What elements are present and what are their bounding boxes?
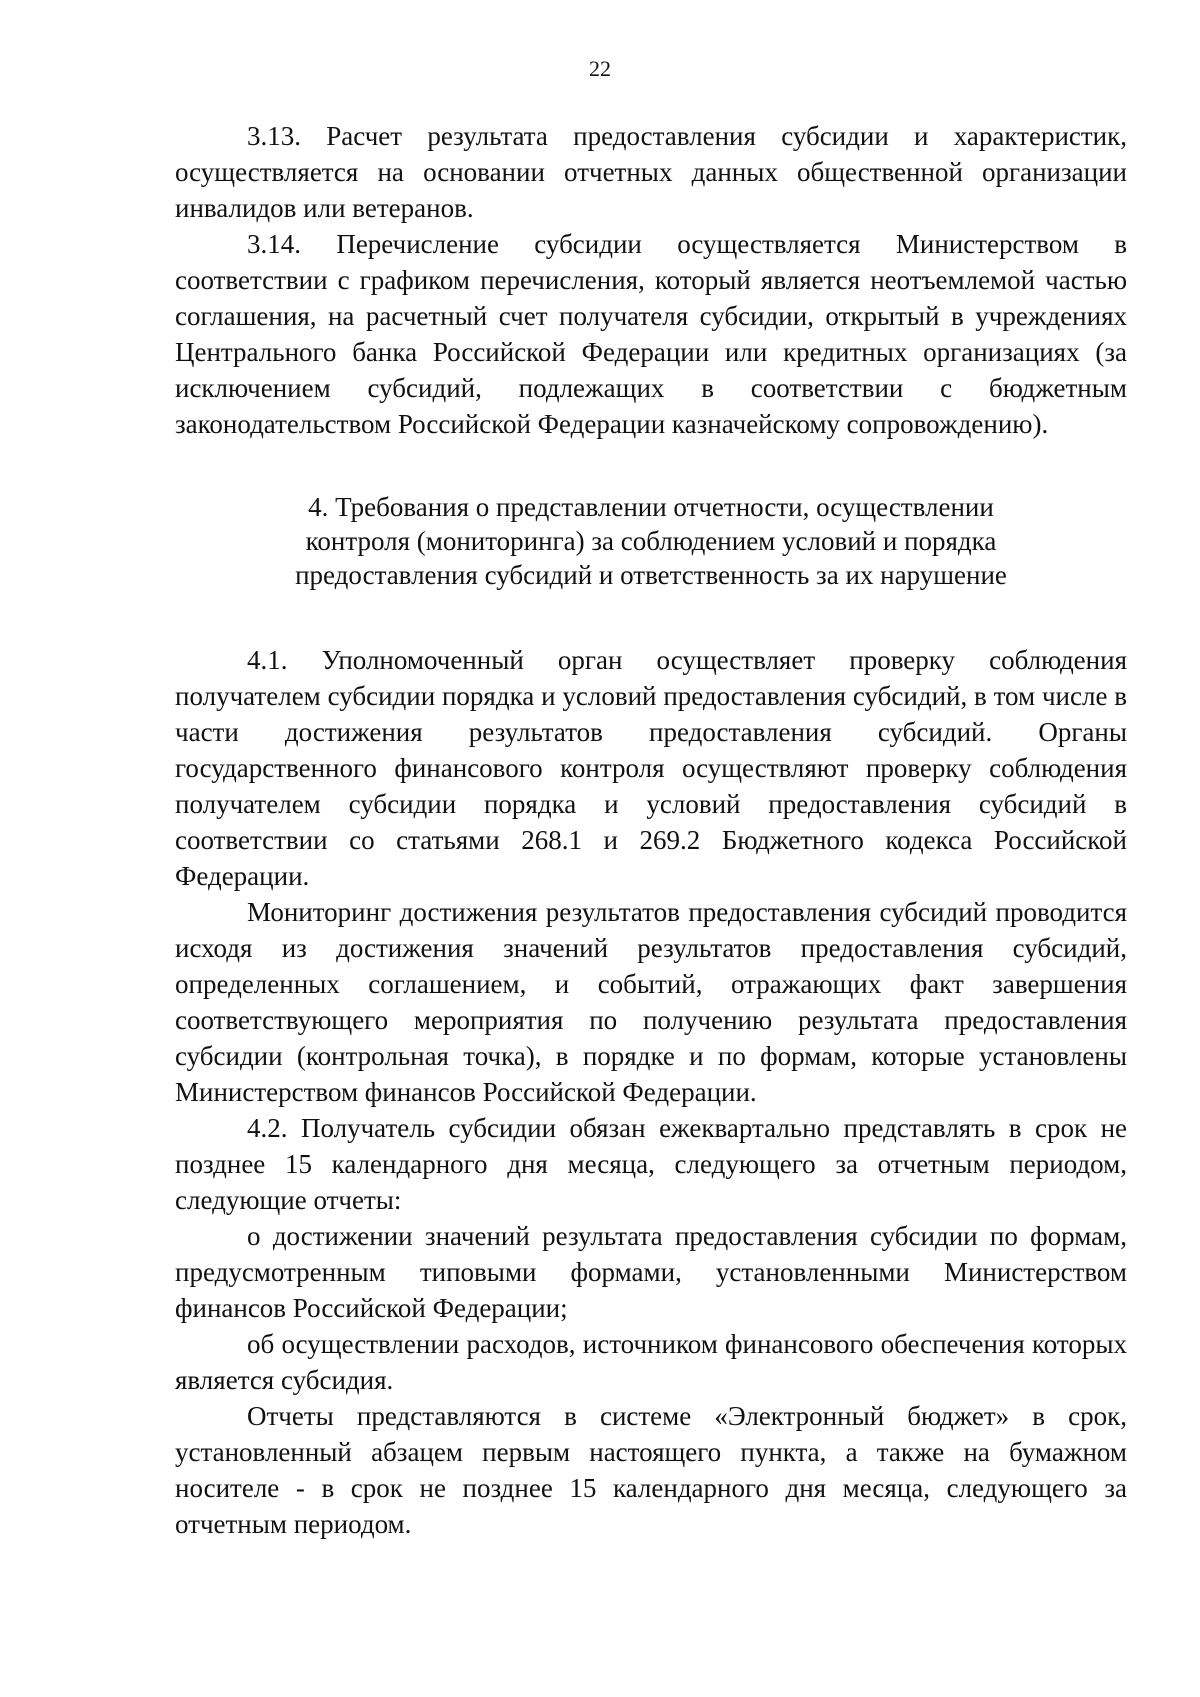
page-number: 22: [589, 56, 611, 81]
paragraph-monitoring: Мониторинг достижения результатов предоставления субсидий проводится исходя из достижения значений результатов предоставления субсидий, определенных соглашением, и событий, отражающих факт завершения соответствующего мероприятия по получению результата предоставления субсидии (контрольная точка), в порядке и по формам, которые установлены Министерством финансов Российской Федерации.: [175, 897, 1127, 1107]
paragraph-4-1: 4.1. Уполномоченный орган осуществляет проверку соблюдения получателем субсидии порядка и условий предоставления субсидий, в том числе в части достижения результатов предоставления субсидий. Органы государственного финансового контроля осуществляют проверку соблюдения получателем субсидии порядка и условий предоставления субсидий в соответствии со статьями 268.1 и 269.2 Бюджетного кодекса Российской Федерации.: [175, 645, 1127, 891]
paragraph-4-2: 4.2. Получатель субсидии обязан ежеквартально представлять в срок не позднее 15 календарного дня месяца, следующего за отчетным периодом, следующие отчеты:: [175, 1113, 1127, 1215]
paragraph-3-13: 3.13. Расчет результата предоставления субсидии и характеристик, осуществляется на основании отчетных данных общественной организации инвалидов или ветеранов.: [175, 121, 1127, 223]
paragraph-3-14: 3.14. Перечисление субсидии осуществляется Министерством в соответствии с графиком перечисления, который является неотъемлемой частью соглашения, на расчетный счет получателя субсидии, открытый в учреждениях Центрального банка Российской Федерации или кредитных организациях (за исключением субсидий, подлежащих в соответствии с бюджетным законодательством Российской Федерации казначейскому сопровождению).: [175, 229, 1127, 439]
paragraph-report-expenses: об осуществлении расходов, источником финансового обеспечения которых является субсидия.: [175, 1329, 1127, 1395]
document-body: [175, 118, 1127, 1542]
section-heading: 4. Требования о представлении отчетности, осуществлении контроля (мониторинга) за соблюдением условий и порядка предоставления субсидий и ответственность за их нарушение: [295, 492, 1007, 590]
paragraph-report-submission: Отчеты представляются в системе «Электронный бюджет» в срок, установленный абзацем первым настоящего пункта, а также на бумажном носителе - в срок не позднее 15 календарного дня месяца, следующего за отчетным периодом.: [175, 1401, 1127, 1539]
paragraph-report-results: о достижении значений результата предоставления субсидии по формам, предусмотренным типовыми формами, установленными Министерством финансов Российской Федерации;: [175, 1221, 1127, 1323]
